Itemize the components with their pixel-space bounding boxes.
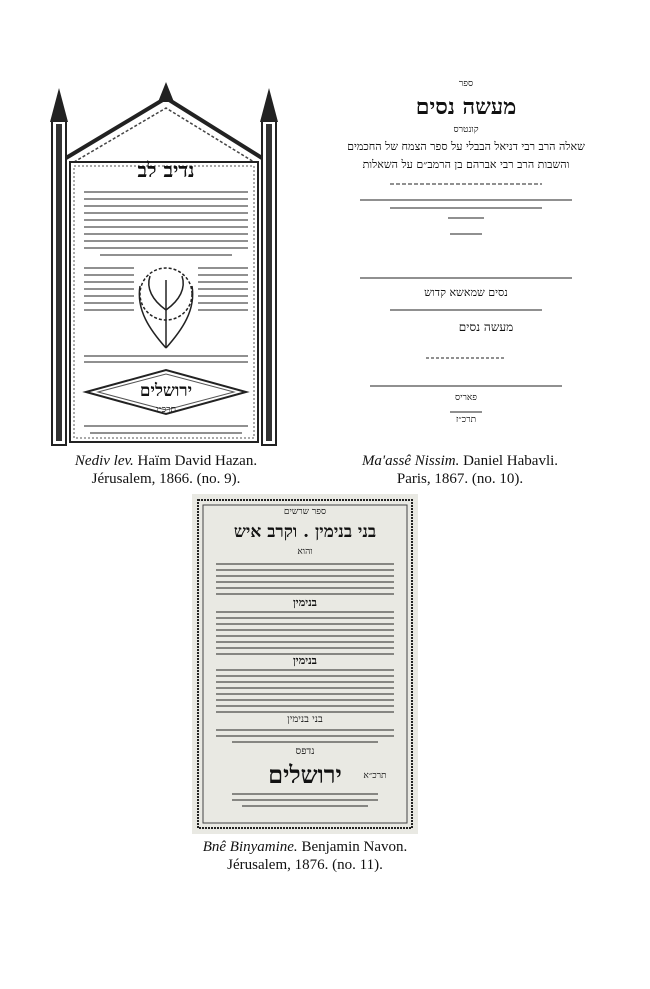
maase-caption-place: Paris, 1867. (no. 10). [396,471,524,487]
bne-section1: בנימין [293,596,317,609]
bne-caption [180,838,430,874]
bne-year: תרכ״א [363,771,387,781]
maase-caption-title: Ma'assê Nissim. [361,453,460,469]
bne-binyamine-title-page [192,494,418,834]
maase-name: נסים שמאשא קדוש [424,286,508,299]
maase-year: תרכ״ז [455,415,477,425]
bne-title: בני בנימין . וקרב איש [233,522,377,542]
bne-caption-author: Benjamin Navon. [301,839,408,855]
bne-city: ירושלים [268,760,342,789]
maase-caption-author: Daniel Habavli. [463,453,559,469]
nediv-caption [40,452,292,488]
bne-section2: בנימין [293,654,317,667]
bne-caption-place: Jérusalem, 1876. (no. 11). [227,857,383,873]
maase-repeat-title: מעשה נסים [458,320,514,334]
maase-city: פאריס [454,393,478,403]
nediv-city: ירושלים [139,381,193,401]
maase-top: ספר [458,79,474,89]
maase-line2: והשבות הרב רבי אברהם בן הרמב״ם על השאלות [362,158,570,171]
bne-printed: נדפס [295,746,315,757]
nediv-lev-title-page [40,80,292,450]
bne-caption-title: Bnê Binyamine. [202,839,298,855]
maase-title: מעשה נסים [415,94,517,120]
bne-top: ספר שרשים [283,507,327,517]
maase-sub: קונטרס [453,125,479,135]
bne-section3: בני בנימין [287,714,323,725]
nediv-caption-place: Jérusalem, 1866. (no. 9). [91,471,241,487]
maase-line1: שאלה הרב רבי דניאל הבבלי על ספר הצמח של החכמים [347,140,585,153]
plant-ornament [139,268,192,348]
maase-nissim-title-page [330,72,602,450]
nediv-caption-author: Haïm David Hazan. [137,453,258,469]
maase-caption [300,452,620,488]
nediv-caption-title: Nediv lev. [74,453,134,469]
nediv-title: נדיב לב [137,158,195,182]
nediv-year: תרכ״ו [155,405,177,415]
bne-sub: והוא [297,547,313,557]
